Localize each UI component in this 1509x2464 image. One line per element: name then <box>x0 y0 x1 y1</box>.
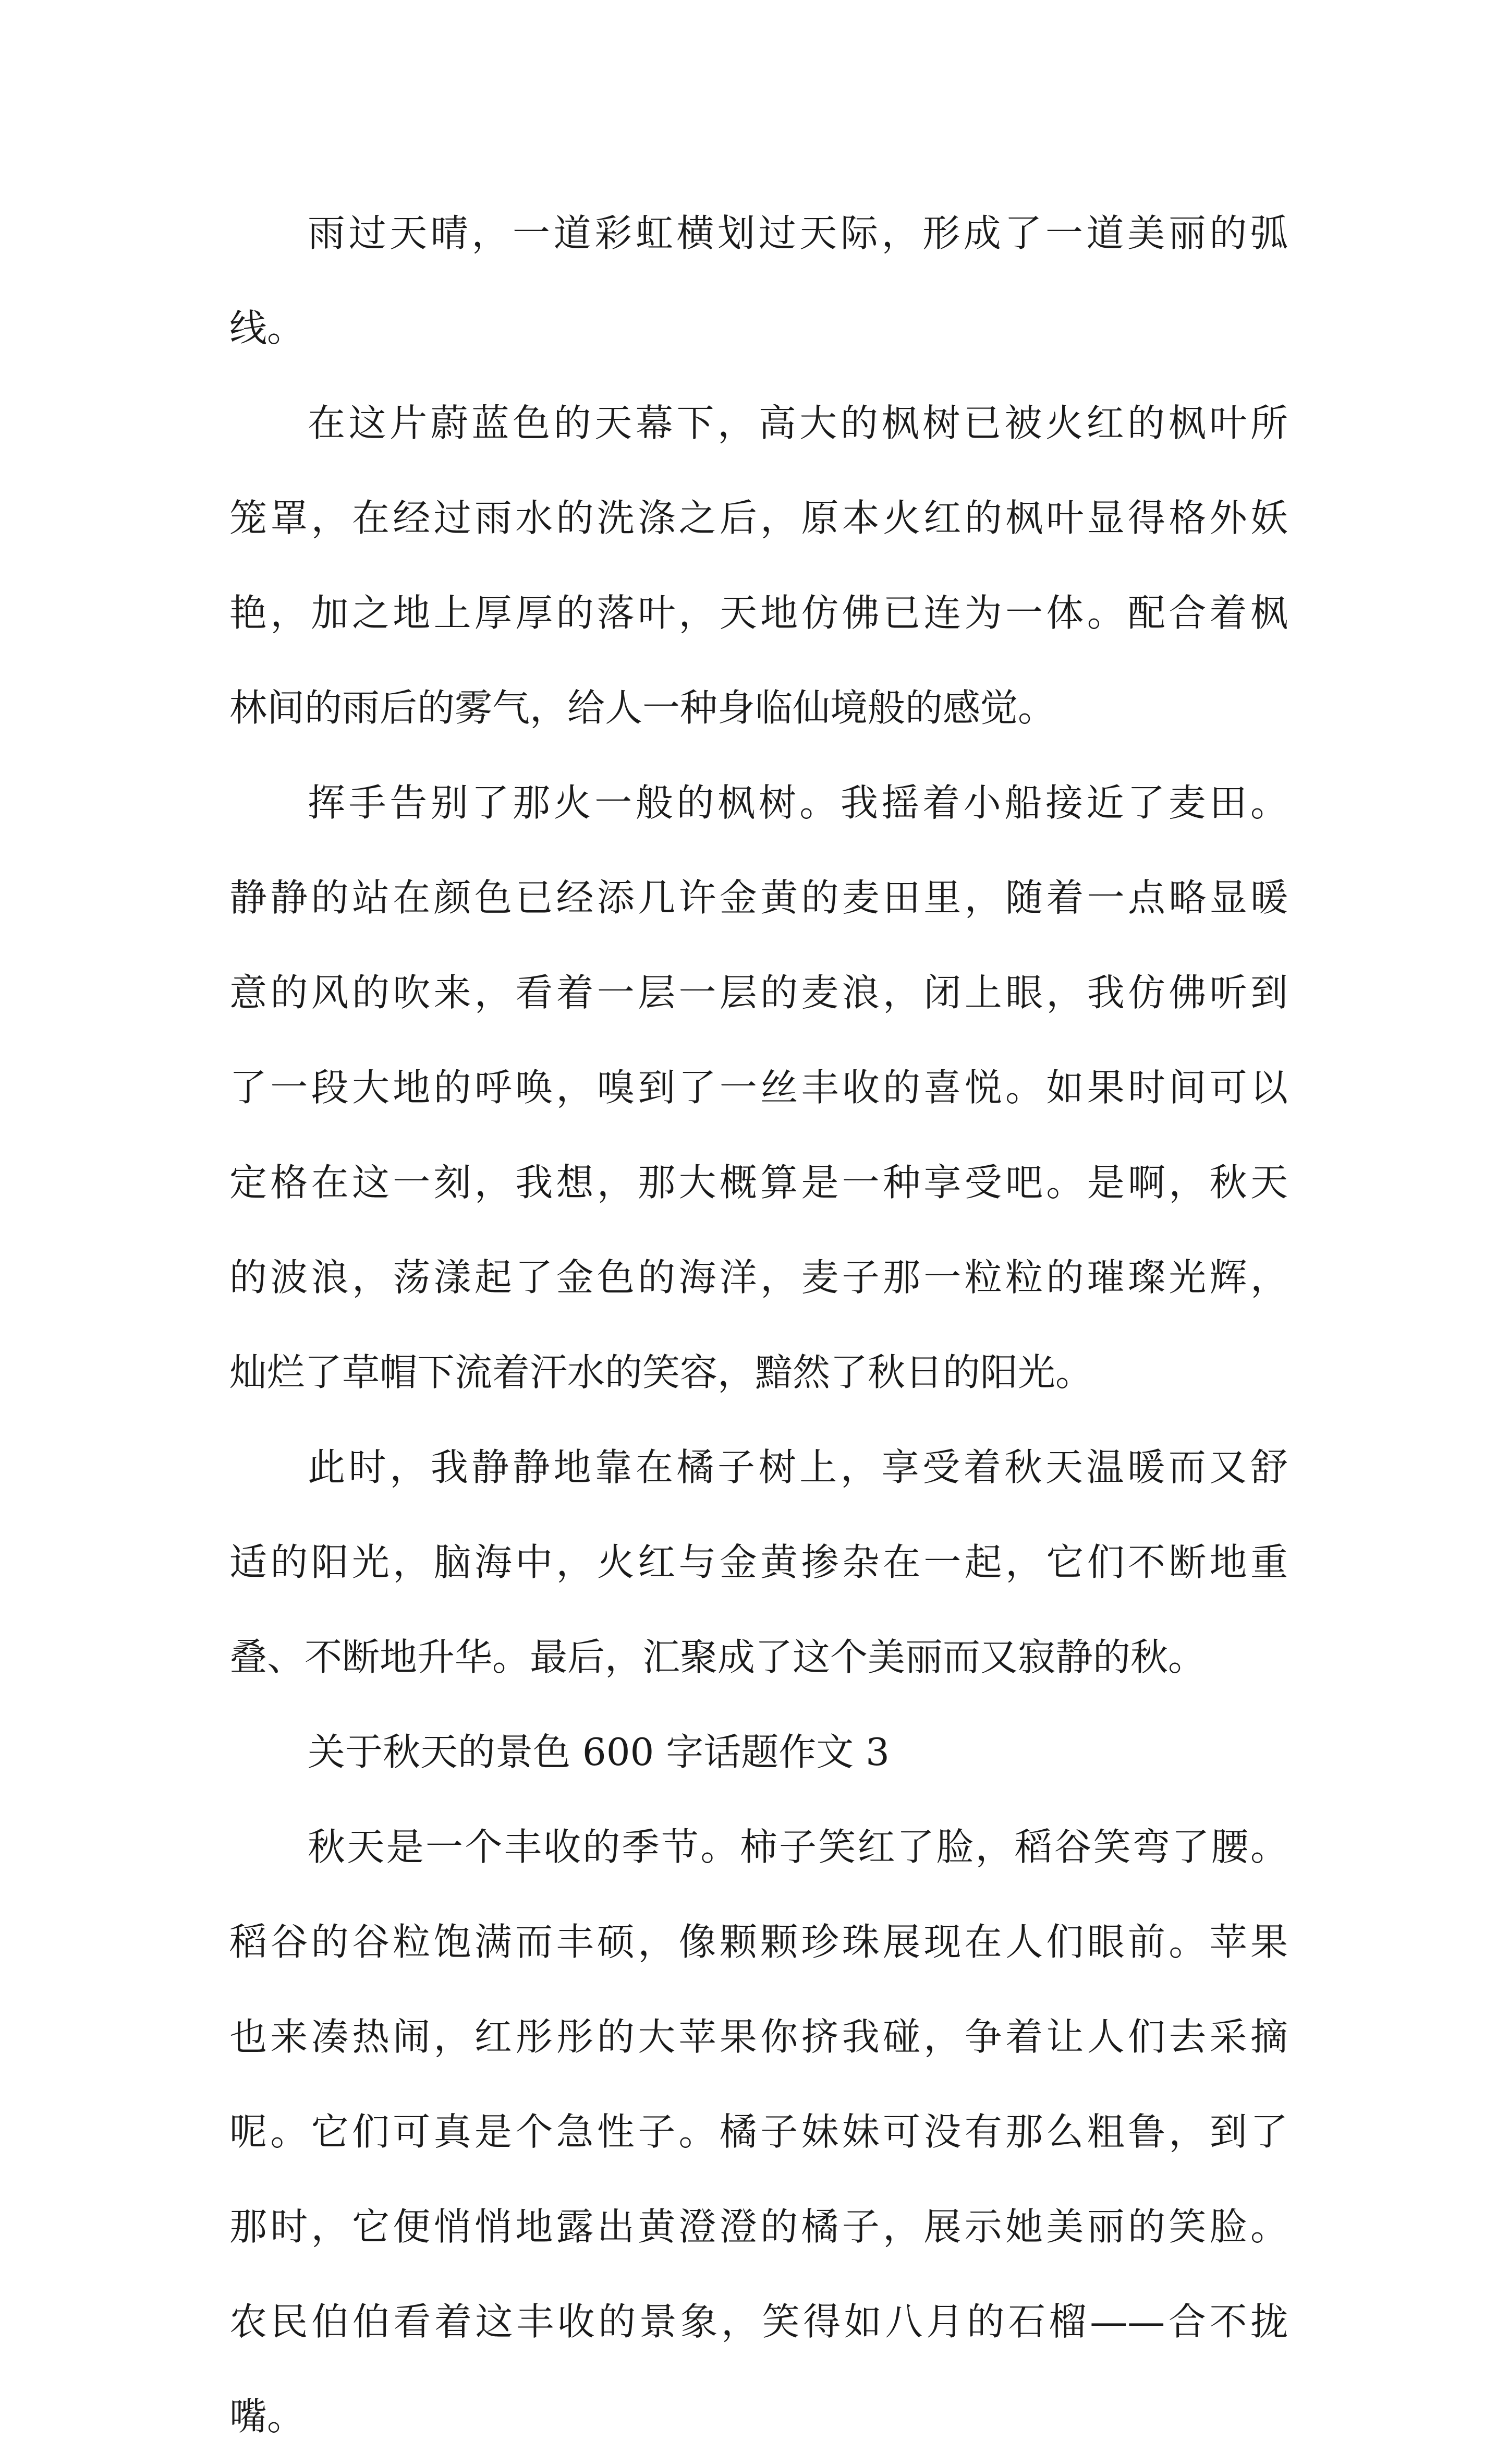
paragraph-first-line: 挥手告别了那火一般的枫树。我摇着小船接近了麦田。 <box>308 781 1288 825</box>
paragraph-line: 林间的雨后的雾气，给人一种身临仙境般的感觉。 <box>229 686 1056 730</box>
paragraph-line: 线。 <box>229 306 305 350</box>
paragraph-line: 那时，它便悄悄地露出黄澄澄的橘子，展示她美丽的笑脸。 <box>229 2205 1288 2249</box>
paragraph-first-line: 在这片蔚蓝色的天幕下，高大的枫树已被火红的枫叶所 <box>308 401 1288 445</box>
paragraph-first-line: 秋天是一个丰收的季节。柿子笑红了脸，稻谷笑弯了腰。 <box>308 1825 1288 1869</box>
paragraph-line: 笼罩，在经过雨水的洗涤之后，原本火红的枫叶显得格外妖 <box>229 496 1288 540</box>
paragraph-line: 灿烂了草帽下流着汗水的笑容，黯然了秋日的阳光。 <box>229 1350 1093 1394</box>
paragraph-line: 静静的站在颜色已经添几许金黄的麦田里，随着一点略显暖 <box>229 876 1288 920</box>
paragraph-line: 嘴。 <box>229 2395 305 2438</box>
paragraph-first-line: 关于秋天的景色 600 字话题作文 3 <box>308 1730 890 1774</box>
paragraph-first-line: 雨过天晴，一道彩虹横划过天际，形成了一道美丽的弧 <box>308 211 1288 255</box>
paragraph-line: 也来凑热闹，红彤彤的大苹果你挤我碰，争着让人们去采摘 <box>229 2015 1288 2059</box>
paragraph-line: 稻谷的谷粒饱满而丰硕，像颗颗珍珠展现在人们眼前。苹果 <box>229 1920 1288 1964</box>
paragraph-first-line: 此时，我静静地靠在橘子树上，享受着秋天温暖而又舒 <box>308 1445 1288 1489</box>
document-body <box>229 186 1288 2464</box>
paragraph-line: 定格在这一刻，我想，那大概算是一种享受吧。是啊，秋天 <box>229 1161 1288 1204</box>
paragraph-line: 了一段大地的呼唤，嗅到了一丝丰收的喜悦。如果时间可以 <box>229 1066 1288 1109</box>
paragraph-line: 呢。它们可真是个急性子。橘子妹妹可没有那么粗鲁，到了 <box>229 2110 1288 2154</box>
paragraph-line: 适的阳光，脑海中，火红与金黄掺杂在一起，它们不断地重 <box>229 1540 1288 1584</box>
paragraph-line: 的波浪，荡漾起了金色的海洋，麦子那一粒粒的璀璨光辉， <box>229 1255 1288 1299</box>
paragraph-line: 意的风的吹来，看着一层一层的麦浪，闭上眼，我仿佛听到 <box>229 971 1288 1014</box>
paragraph-line: 叠、不断地升华。最后，汇聚成了这个美丽而又寂静的秋。 <box>229 1635 1206 1679</box>
paragraph-line: 艳，加之地上厚厚的落叶，天地仿佛已连为一体。配合着枫 <box>229 591 1288 635</box>
paragraph-line: 农民伯伯看着这丰收的景象，笑得如八月的石榴——合不拢 <box>229 2300 1288 2344</box>
